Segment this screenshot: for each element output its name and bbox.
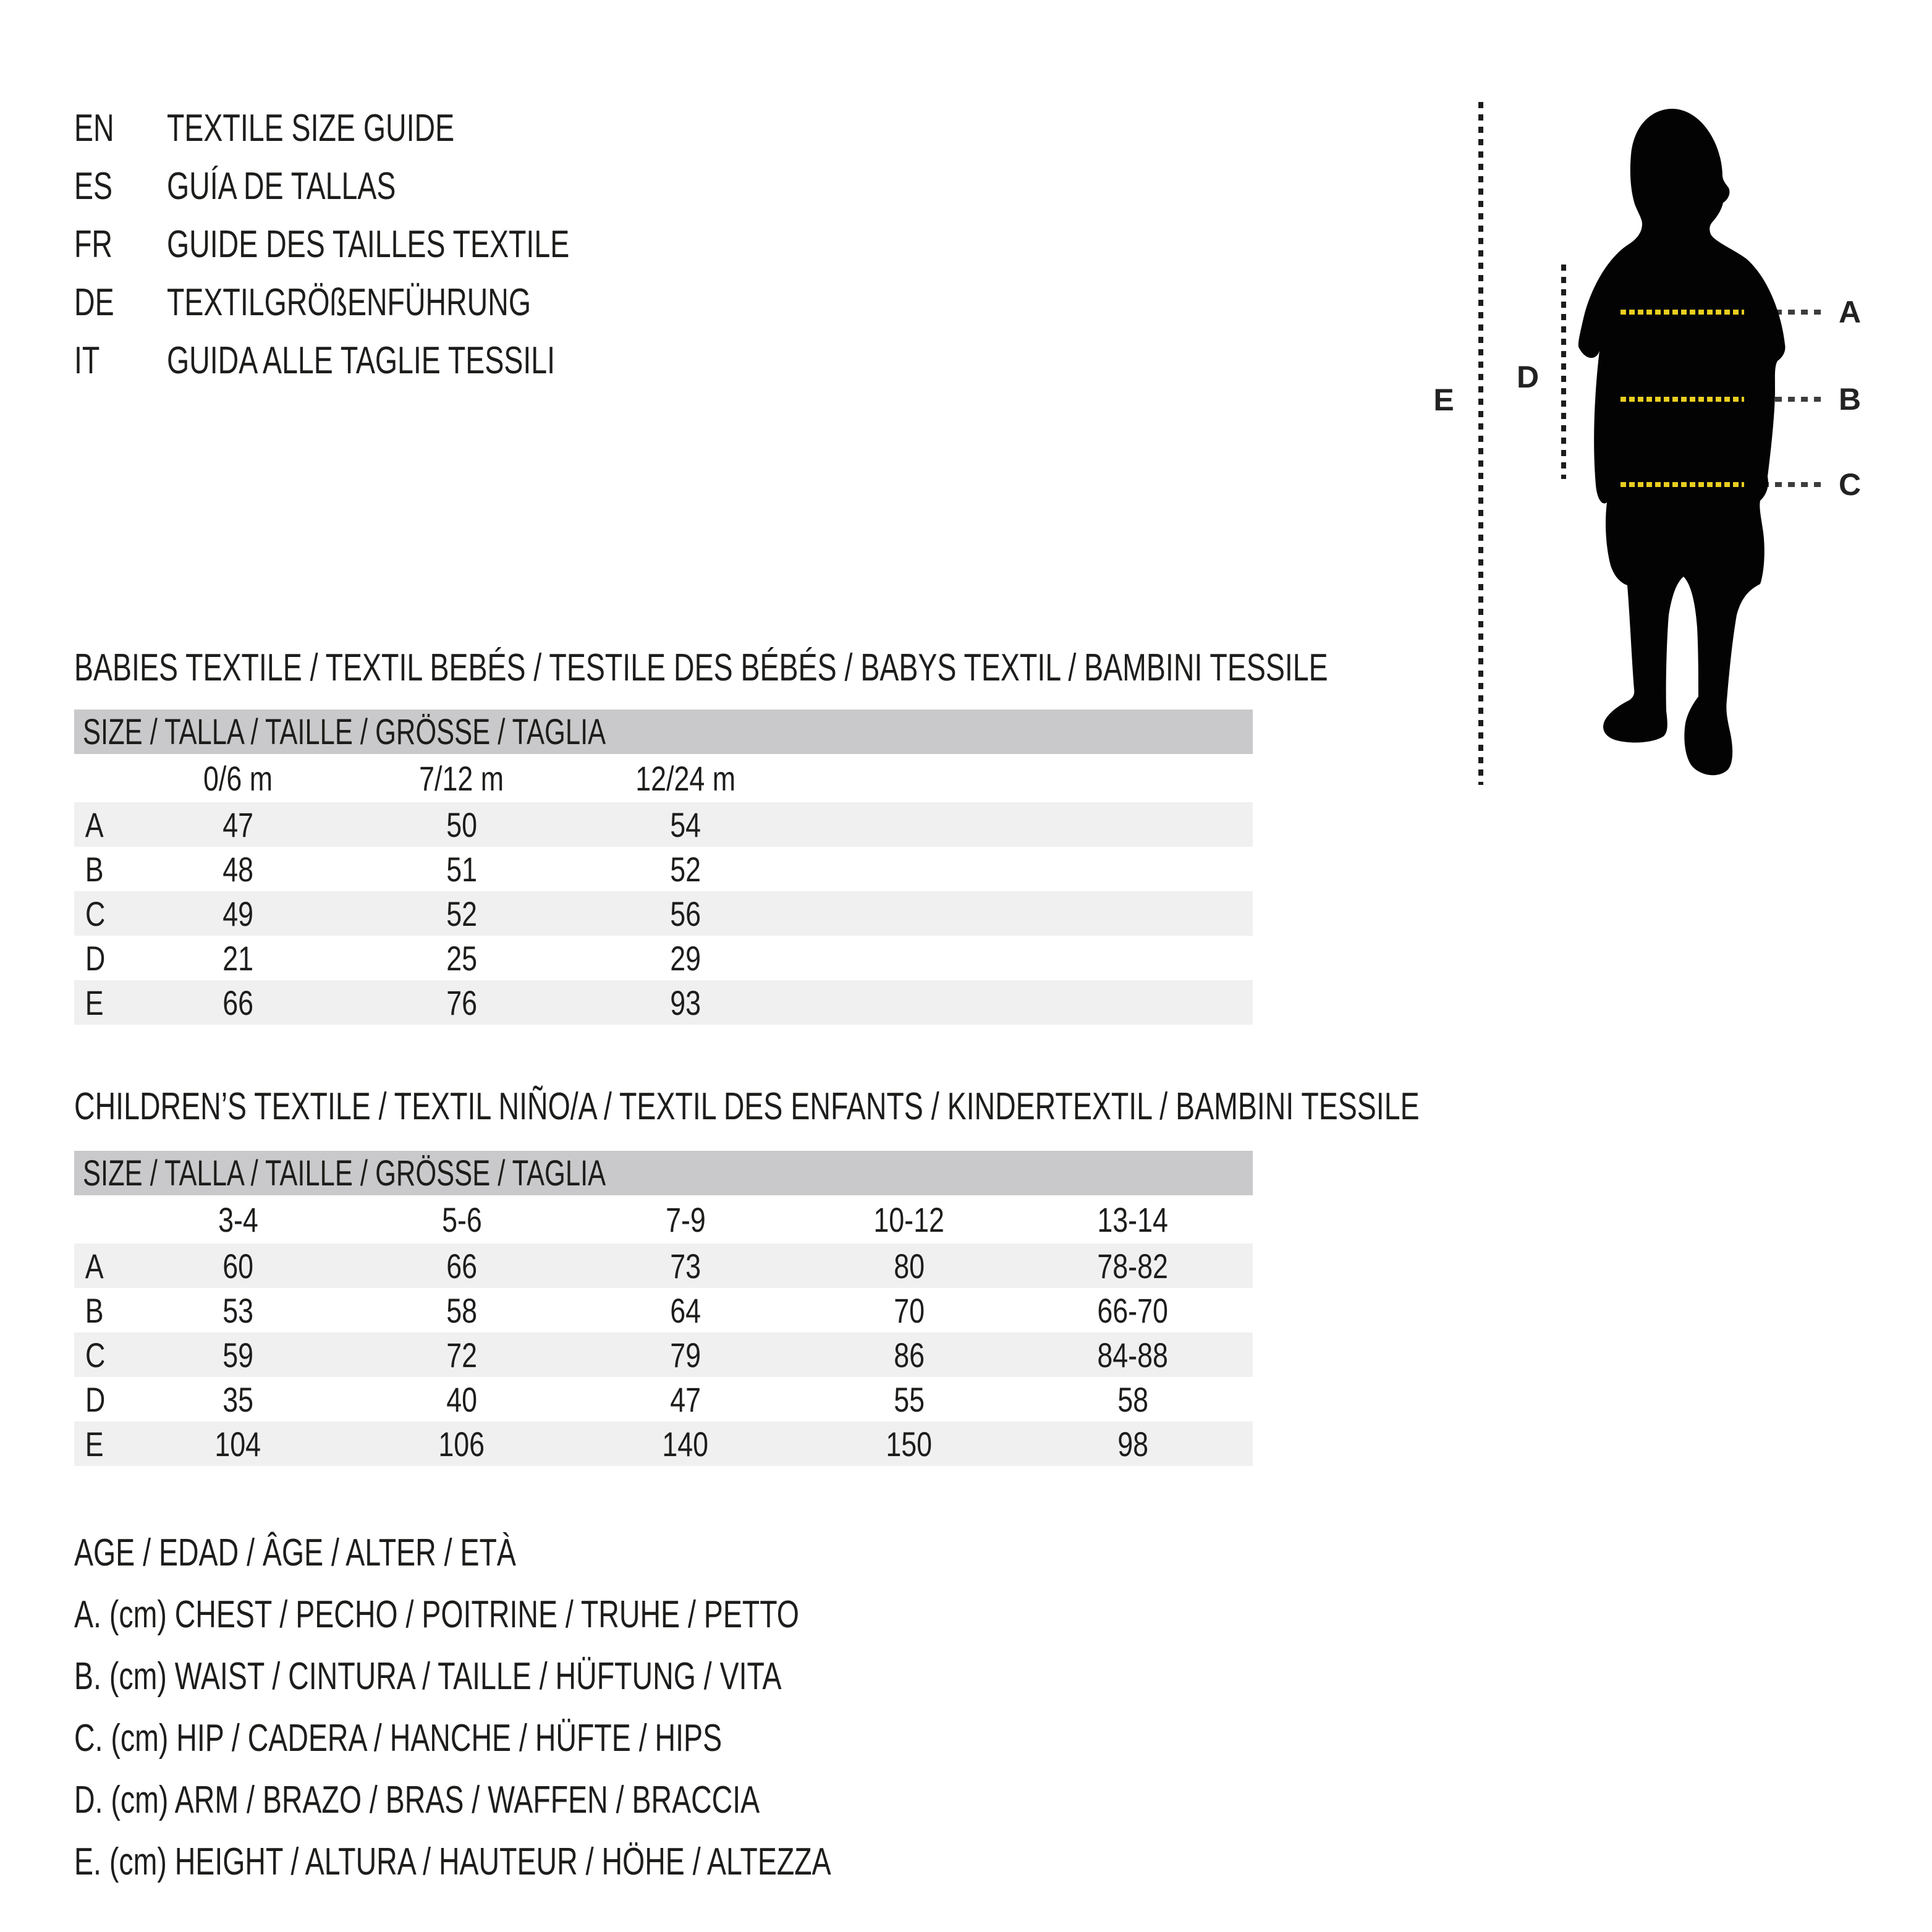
cell-value: 66-70 [1097,1290,1169,1330]
size-header-bar: SIZE / TALLA / TAILLE / GRÖSSE / TAGLIA [74,710,1253,754]
row-label: C [85,894,106,933]
cell-value: 56 [670,894,701,933]
language-code: FR [74,222,112,266]
legend-line-age: AGE / EDAD / ÂGE / ALTER / ETÀ [74,1531,516,1574]
cell-value: 86 [894,1335,925,1375]
cell-value: 60 [222,1246,253,1286]
babies-section-title: BABIES TEXTILE / TEXTIL BEBÉS / TESTILE DES BÉBÉS / BABYS TEXTIL / BAMBINI TESSILE [74,646,1328,689]
chest-measure-dash-yellow [1621,310,1744,315]
language-title: GUÍA DE TALLAS [167,164,396,208]
figure-label-e: E [1433,383,1454,417]
cell-value: 78-82 [1097,1246,1169,1286]
language-title: TEXTILGRÖßENFÜHRUNG [167,281,532,324]
cell-value: 35 [222,1379,253,1419]
row-label: D [85,1379,106,1419]
size-header-bar: SIZE / TALLA / TAILLE / GRÖSSE / TAGLIA [74,1151,1253,1195]
table-row [74,980,1253,1025]
column-header: 12/24 m [635,758,735,798]
babies-size-table [74,710,1253,1025]
cell-value: 72 [446,1335,477,1375]
cell-value: 52 [670,849,701,889]
cell-value: 48 [222,849,253,889]
language-code: IT [74,339,100,382]
cell-value: 66 [222,983,253,1022]
column-header: 3-4 [218,1200,258,1239]
child-silhouette [1570,102,1792,786]
table-row [74,891,1253,936]
figure-label-a: A [1838,295,1862,329]
row-label: E [85,1424,104,1464]
row-label: C [85,1335,106,1375]
cell-value: 40 [446,1379,477,1419]
cell-value: 58 [1117,1379,1148,1419]
language-code: EN [74,106,114,150]
cell-value: 104 [214,1424,261,1464]
cell-value: 66 [446,1246,477,1286]
cell-value: 76 [446,983,477,1022]
cell-value: 73 [670,1246,701,1286]
language-code: ES [74,164,113,208]
cell-value: 50 [446,805,477,844]
language-row-es [74,157,703,215]
column-header: 10-12 [873,1200,945,1239]
table-row [74,936,1253,980]
cell-value: 106 [438,1424,485,1464]
table-row [74,1288,1253,1332]
cell-value: 84-88 [1097,1335,1169,1375]
cell-value: 21 [222,938,253,978]
language-title: TEXTILE SIZE GUIDE [167,106,455,150]
cell-value: 53 [222,1290,253,1330]
cell-value: 80 [894,1246,925,1286]
language-title: GUIDA ALLE TAGLIE TESSILI [167,339,556,382]
measurement-legend [74,1522,1083,1892]
hip-measure-dash-yellow [1621,482,1744,487]
cell-value: 59 [222,1335,253,1375]
legend-line-waist: B. (cm) WAIST / CINTURA / TAILLE / HÜFTUNG / VITA [74,1654,782,1698]
table-row [74,1244,1253,1288]
column-header-row [74,1195,1253,1244]
legend-line-hip: C. (cm) HIP / CADERA / HANCHE / HÜFTE / HIPS [74,1716,722,1760]
cell-value: 79 [670,1335,701,1375]
children-size-table [74,1151,1253,1466]
cell-value: 47 [222,805,253,844]
legend-line-arm: D. (cm) ARM / BRAZO / BRAS / WAFFEN / BRACCIA [74,1778,760,1821]
column-header: 13-14 [1097,1200,1169,1239]
cell-value: 150 [886,1424,933,1464]
language-code: DE [74,281,114,324]
language-row-it [74,331,703,389]
figure-label-d: D [1516,360,1540,394]
arm-measure-dotted-line [1561,265,1566,479]
figure-label-c: C [1838,467,1862,502]
column-header: 7-9 [665,1200,706,1239]
language-row-de [74,273,703,331]
table-row [74,1421,1253,1466]
cell-value: 140 [662,1424,709,1464]
cell-value: 93 [670,983,701,1022]
row-label: A [85,805,104,844]
cell-value: 70 [894,1290,925,1330]
waist-measure-dash-yellow [1621,397,1744,402]
column-header: 7/12 m [419,758,504,798]
measurement-figure [1421,99,1932,816]
legend-line-height: E. (cm) HEIGHT / ALTURA / HAUTEUR / HÖHE / ALTEZZA [74,1840,831,1883]
row-label: E [85,983,104,1022]
cell-value: 51 [446,849,477,889]
row-label: A [85,1246,104,1286]
cell-value: 98 [1117,1424,1148,1464]
row-label: B [85,849,104,889]
column-header-row [74,754,1253,802]
cell-value: 29 [670,938,701,978]
cell-value: 49 [222,894,253,933]
table-row [74,847,1253,891]
column-header: 0/6 m [203,758,273,798]
cell-value: 54 [670,805,701,844]
table-row [74,1332,1253,1377]
column-header: 5-6 [441,1200,482,1239]
language-list [74,99,703,389]
table-row [74,802,1253,847]
cell-value: 47 [670,1379,701,1419]
language-row-fr [74,215,703,273]
legend-line-chest: A. (cm) CHEST / PECHO / POITRINE / TRUHE / PETTO [74,1593,799,1636]
cell-value: 52 [446,894,477,933]
cell-value: 58 [446,1290,477,1330]
cell-value: 25 [446,938,477,978]
row-label: B [85,1290,104,1330]
language-title: GUIDE DES TAILLES TEXTILE [167,222,570,266]
figure-label-b: B [1838,382,1862,417]
language-row-en [74,99,703,157]
row-label: D [85,938,106,978]
table-row [74,1377,1253,1421]
cell-value: 64 [670,1290,701,1330]
cell-value: 55 [894,1379,925,1419]
children-section-title: CHILDREN’S TEXTILE / TEXTIL NIÑO/A / TEXTIL DES ENFANTS / KINDERTEXTIL / BAMBINI TESSILE [74,1085,1420,1128]
